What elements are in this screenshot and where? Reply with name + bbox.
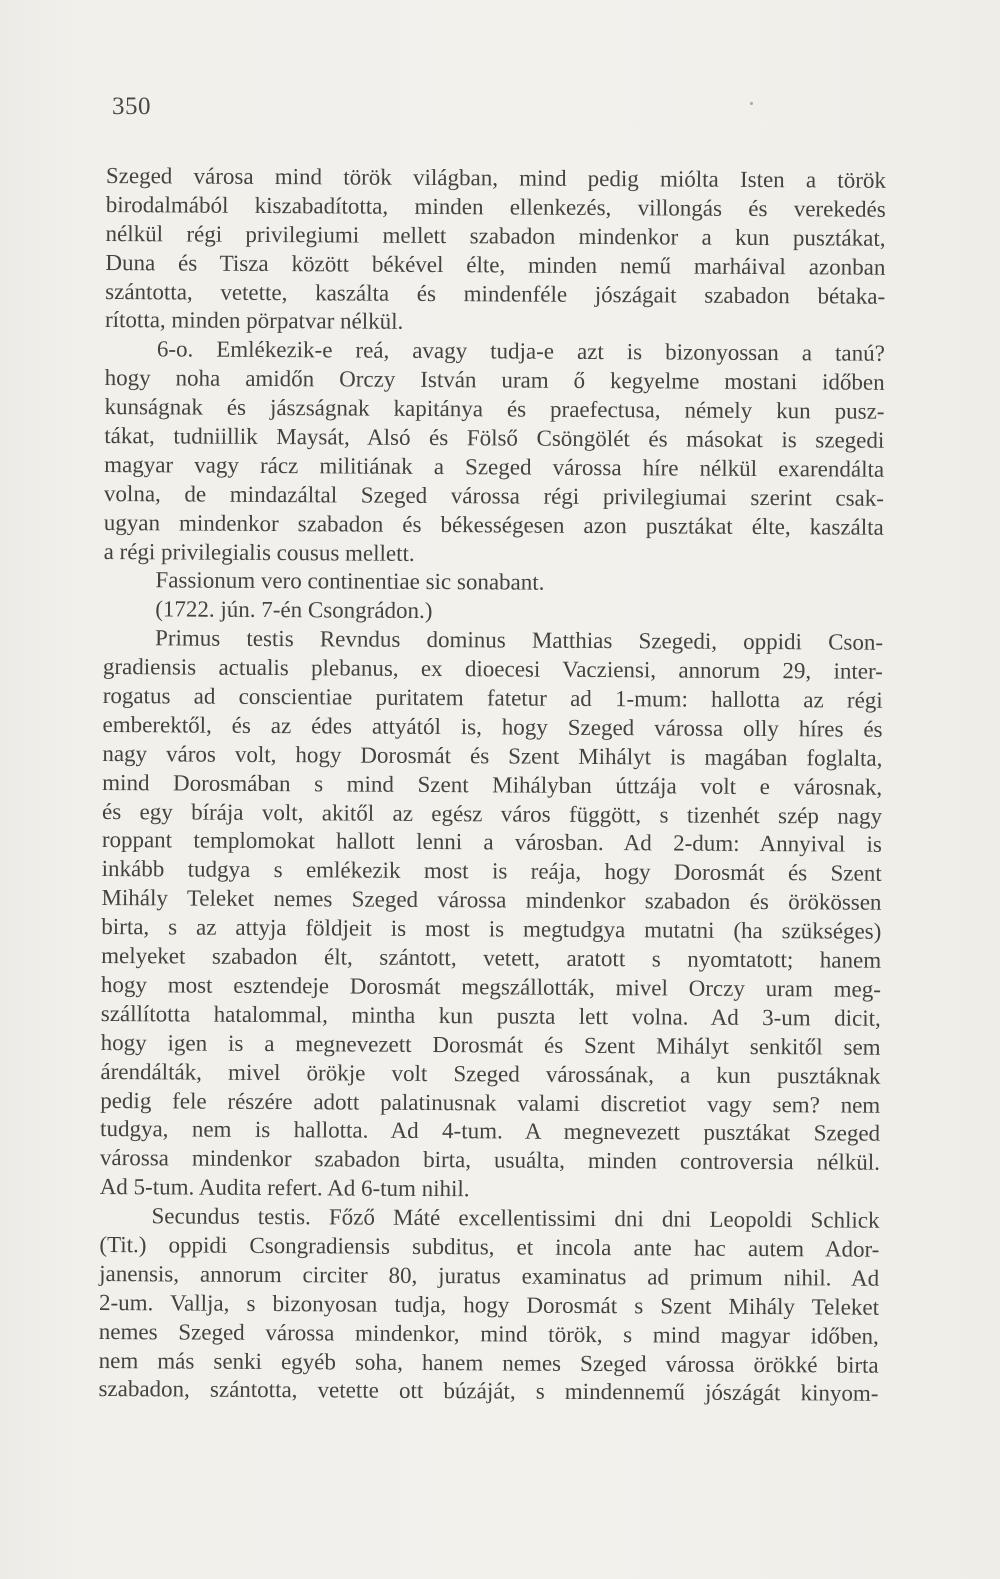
text-line: Szeged városa mind török világban, mind pedig miólta Isten a török [105,162,886,193]
text-line: árendálták, mivel örökje volt Szeged várossának, a kun pusztáknak [100,1058,881,1089]
text-line: a régi privilegialis cousus mellett. [103,538,415,566]
text-line: (Tit.) oppidi Csongradiensis subditus, et incola ante hac autem Ador- [99,1231,880,1262]
text-line: nélkül régi privilegiumi mellett szabadon mindenkor a kun pusztákat, [105,220,886,251]
text-line: Primus testis Revndus dominus Matthias Szegedi, oppidi Cson- [155,625,884,656]
text-line: rította, minden pörpatvar nélkül. [104,307,404,335]
text-line: janensis, annorum circiter 80, juratus examinatus ad primum nihil. Ad [99,1260,880,1291]
text-line: tudgya, nem is hallotta. Ad 4-tum. A megnevezett pusztákat Szeged [100,1116,881,1147]
text-line: Mihály Teleket nemes Szeged várossa mindenkor szabadon és örökössen [101,885,882,916]
text-line: várossa mindenkor szabadon birta, usuálta, minden controversia nélkül. [99,1145,880,1176]
text-line: szabadon, szántotta, vetette ott búzáját, s mindennemű jószágát kinyom- [98,1376,879,1407]
text-line: Secundus testis. Főző Máté excellentissimi dni dni Leopoldi Schlick [151,1203,880,1233]
body-text [98,162,886,1409]
text-line: és egy bírája volt, akitől az egész város függött, s tizenhét szép nagy [101,798,883,829]
text-line: hogy most esztendeje Dorosmát megszállották, mivel Orczy uram meg- [100,971,882,1002]
text-line: melyeket szabadon élt, szántott, vetett, aratott s nyomtatott; hanem [101,943,882,973]
text-line: pedig fele részére adott palatinusnak valami discretiot vagy sem? nem [100,1087,881,1118]
text-line: birodalmából kiszabadította, minden ellenkezés, villongás és verekedés [105,191,886,222]
text-line: kunságnak és jászságnak kapitánya és praefectusa, némely kun pusz- [104,394,885,424]
text-line: rogatus ad conscientiae puritatem fatetur ad 1-mum: hallotta az régi [102,683,883,713]
text-line: szállította hatalommal, mintha kun puszta lett volna. Ad 3-um dicit, [100,1000,881,1031]
text-line: inkább tudgya s emlékezik most is reája, hogy Dorosmát és Szent [101,856,882,887]
text-line: Fassionum vero continentiae sic sonabant. [155,567,545,596]
text-line: birta, s az attyja földjeit is most is megtudgya mutatni (ha szükséges) [101,914,882,944]
text-line: nemes Szeged várossa mindenkor, mind török, s mind magyar időben, [98,1318,879,1349]
paper-speck [750,102,753,105]
text-line: ugyan mindenkor szabadon és békességesen azon pusztákat élte, kaszálta [103,509,884,540]
text-line: Duna és Tisza között békével élte, minden nemű marháival azonban [105,249,886,280]
text-line: (1722. jún. 7-én Csongrádon.) [155,596,433,624]
text-line: szántotta, vetette, kaszálta és mindenféle jószágait szabadon bétaka- [105,278,886,309]
text-line: 2-um. Vallja, s bizonyosan tudja, hogy Dorosmát s Szent Mihály Teleket [98,1289,880,1320]
text-line: 6-o. Emlékezik-e reá, avagy tudja-e azt is bizonyossan a tanú? [156,336,885,367]
text-line: hogy igen is a megnevezett Dorosmát és Szent Mihályt senkitől sem [100,1029,881,1060]
page-number: 350 [112,93,151,120]
text-line: tákat, tudniillik Maysát, Alsó és Fölső Csöngölét és másokat is szegedi [104,423,885,453]
text-line: roppant templomokat hallott lenni a városban. Ad 2-dum: Annyival is [101,827,882,858]
text-line: emberektől, és az édes attyától is, hogy Szeged várossa olly híres és [102,711,883,742]
text-line: magyar vagy rácz militiának a Szeged várossa híre nélkül exarendálta [104,451,885,482]
text-line: hogy noha amidőn Orczy István uram ő kegyelme mostani időben [104,365,885,395]
text-line: nagy város volt, hogy Dorosmát és Szent Mihályt is magában foglalta, [102,740,883,771]
text-line: Ad 5-tum. Audita refert. Ad 6-tum nihil. [99,1174,470,1202]
text-line: gradiensis actualis plebanus, ex dioecesi Vacziensi, annorum 29, inter- [102,654,883,684]
text-line: volna, de mindazáltal Szeged várossa régi privilegiumai szerint csak- [103,480,885,511]
text-line: mind Dorosmában s mind Szent Mihályban úttzája volt e városnak, [102,769,883,800]
text-line: nem más senki egyéb soha, hanem nemes Szeged várossa örökké birta [98,1347,879,1378]
